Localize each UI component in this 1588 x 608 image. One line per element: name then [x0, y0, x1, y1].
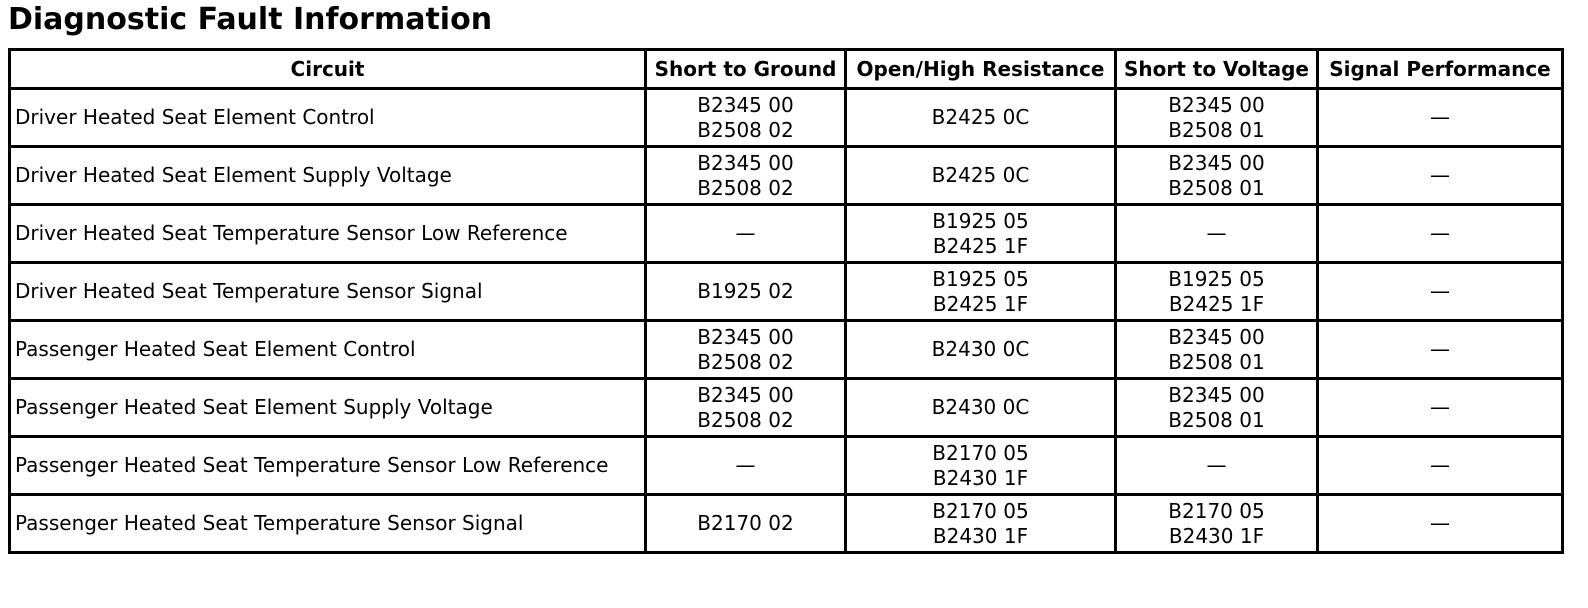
fault-code: B2345 00 — [697, 382, 794, 407]
fault-code: B2345 00 — [1168, 324, 1265, 349]
fault-code: B2345 00 — [697, 150, 794, 175]
short-to-voltage-cell — [1116, 205, 1318, 263]
table-body — [10, 89, 1563, 553]
empty-value-dash: — — [1206, 453, 1227, 477]
fault-code: B2430 1F — [932, 523, 1029, 548]
fault-code: B2508 01 — [1168, 175, 1265, 200]
short-to-ground-cell — [646, 263, 846, 321]
short-to-ground-cell — [646, 437, 846, 495]
open-high-resistance-cell — [846, 321, 1116, 379]
fault-code: B2345 00 — [697, 324, 794, 349]
table-row — [10, 495, 1563, 553]
short-to-voltage-cell — [1116, 321, 1318, 379]
fault-code: B2345 00 — [697, 92, 794, 117]
circuit-cell: Passenger Heated Seat Element Control — [10, 321, 646, 379]
fault-code: B2430 0C — [931, 395, 1030, 419]
fault-code: B2170 05 — [932, 498, 1029, 523]
diagnostic-fault-table — [8, 48, 1564, 554]
table-row — [10, 437, 1563, 495]
short-to-ground-cell — [646, 321, 846, 379]
circuit-cell: Driver Heated Seat Element Control — [10, 89, 646, 147]
fault-code: B2508 01 — [1168, 407, 1265, 432]
short-to-ground-cell — [646, 147, 846, 205]
fault-code: B2508 01 — [1168, 117, 1265, 142]
fault-code: B2430 1F — [1168, 523, 1265, 548]
fault-code: B2345 00 — [1168, 382, 1265, 407]
signal-performance-cell — [1318, 205, 1563, 263]
open-high-resistance-cell — [846, 89, 1116, 147]
table-row — [10, 147, 1563, 205]
short-to-ground-cell — [646, 495, 846, 553]
signal-performance-cell — [1318, 147, 1563, 205]
empty-value-dash: — — [1430, 395, 1450, 419]
short-to-voltage-cell — [1116, 437, 1318, 495]
short-to-ground-cell — [646, 205, 846, 263]
empty-value-dash: — — [1430, 221, 1450, 245]
signal-performance-cell — [1318, 379, 1563, 437]
empty-value-dash: — — [1430, 337, 1450, 361]
fault-code: B2345 00 — [1168, 92, 1265, 117]
empty-value-dash: — — [1430, 453, 1450, 477]
fault-code: B2345 00 — [1168, 150, 1265, 175]
header-circuit: Circuit — [10, 50, 646, 89]
signal-performance-cell — [1318, 263, 1563, 321]
short-to-ground-cell — [646, 89, 846, 147]
table-row — [10, 379, 1563, 437]
fault-code: B2425 1F — [932, 233, 1029, 258]
table-header-row — [10, 50, 1563, 89]
header-short-to-ground: Short to Ground — [646, 50, 846, 89]
signal-performance-cell — [1318, 437, 1563, 495]
page-title: Diagnostic Fault Information — [8, 2, 493, 37]
header-short-to-voltage: Short to Voltage — [1116, 50, 1318, 89]
open-high-resistance-cell — [846, 147, 1116, 205]
fault-code: B2425 1F — [932, 291, 1029, 316]
fault-code: B2508 02 — [697, 175, 794, 200]
empty-value-dash: — — [1430, 279, 1450, 303]
empty-value-dash: — — [735, 221, 756, 245]
circuit-cell: Passenger Heated Seat Temperature Sensor Signal — [10, 495, 646, 553]
short-to-voltage-cell — [1116, 263, 1318, 321]
short-to-ground-cell — [646, 379, 846, 437]
open-high-resistance-cell — [846, 263, 1116, 321]
fault-code: B1925 05 — [932, 266, 1029, 291]
header-signal-performance: Signal Performance — [1318, 50, 1563, 89]
empty-value-dash: — — [1206, 221, 1227, 245]
open-high-resistance-cell — [846, 205, 1116, 263]
fault-code: B2508 02 — [697, 407, 794, 432]
fault-code: B1925 02 — [697, 279, 794, 303]
short-to-voltage-cell — [1116, 89, 1318, 147]
circuit-cell: Passenger Heated Seat Element Supply Voltage — [10, 379, 646, 437]
fault-code: B2425 1F — [1168, 291, 1265, 316]
fault-code: B2508 01 — [1168, 349, 1265, 374]
circuit-cell: Driver Heated Seat Element Supply Voltage — [10, 147, 646, 205]
fault-code: B2425 0C — [931, 163, 1030, 187]
table-row — [10, 321, 1563, 379]
empty-value-dash: — — [1430, 105, 1450, 129]
open-high-resistance-cell — [846, 495, 1116, 553]
empty-value-dash: — — [735, 453, 756, 477]
signal-performance-cell — [1318, 321, 1563, 379]
fault-code: B2508 02 — [697, 349, 794, 374]
table-row — [10, 89, 1563, 147]
fault-code: B1925 05 — [932, 208, 1029, 233]
open-high-resistance-cell — [846, 437, 1116, 495]
table-row — [10, 205, 1563, 263]
header-open-high-resistance: Open/High Resistance — [846, 50, 1116, 89]
fault-code: B2430 0C — [931, 337, 1030, 361]
empty-value-dash: — — [1430, 163, 1450, 187]
table-row — [10, 263, 1563, 321]
open-high-resistance-cell — [846, 379, 1116, 437]
fault-code: B2430 1F — [932, 465, 1029, 490]
fault-code: B1925 05 — [1168, 266, 1265, 291]
fault-code: B2170 05 — [932, 440, 1029, 465]
fault-code: B2170 02 — [697, 511, 794, 535]
circuit-cell: Passenger Heated Seat Temperature Sensor Low Reference — [10, 437, 646, 495]
short-to-voltage-cell — [1116, 495, 1318, 553]
signal-performance-cell — [1318, 495, 1563, 553]
circuit-cell: Driver Heated Seat Temperature Sensor Low Reference — [10, 205, 646, 263]
short-to-voltage-cell — [1116, 379, 1318, 437]
short-to-voltage-cell — [1116, 147, 1318, 205]
fault-code: B2425 0C — [931, 105, 1030, 129]
fault-code: B2508 02 — [697, 117, 794, 142]
signal-performance-cell — [1318, 89, 1563, 147]
fault-code: B2170 05 — [1168, 498, 1265, 523]
circuit-cell: Driver Heated Seat Temperature Sensor Signal — [10, 263, 646, 321]
empty-value-dash: — — [1430, 511, 1450, 535]
